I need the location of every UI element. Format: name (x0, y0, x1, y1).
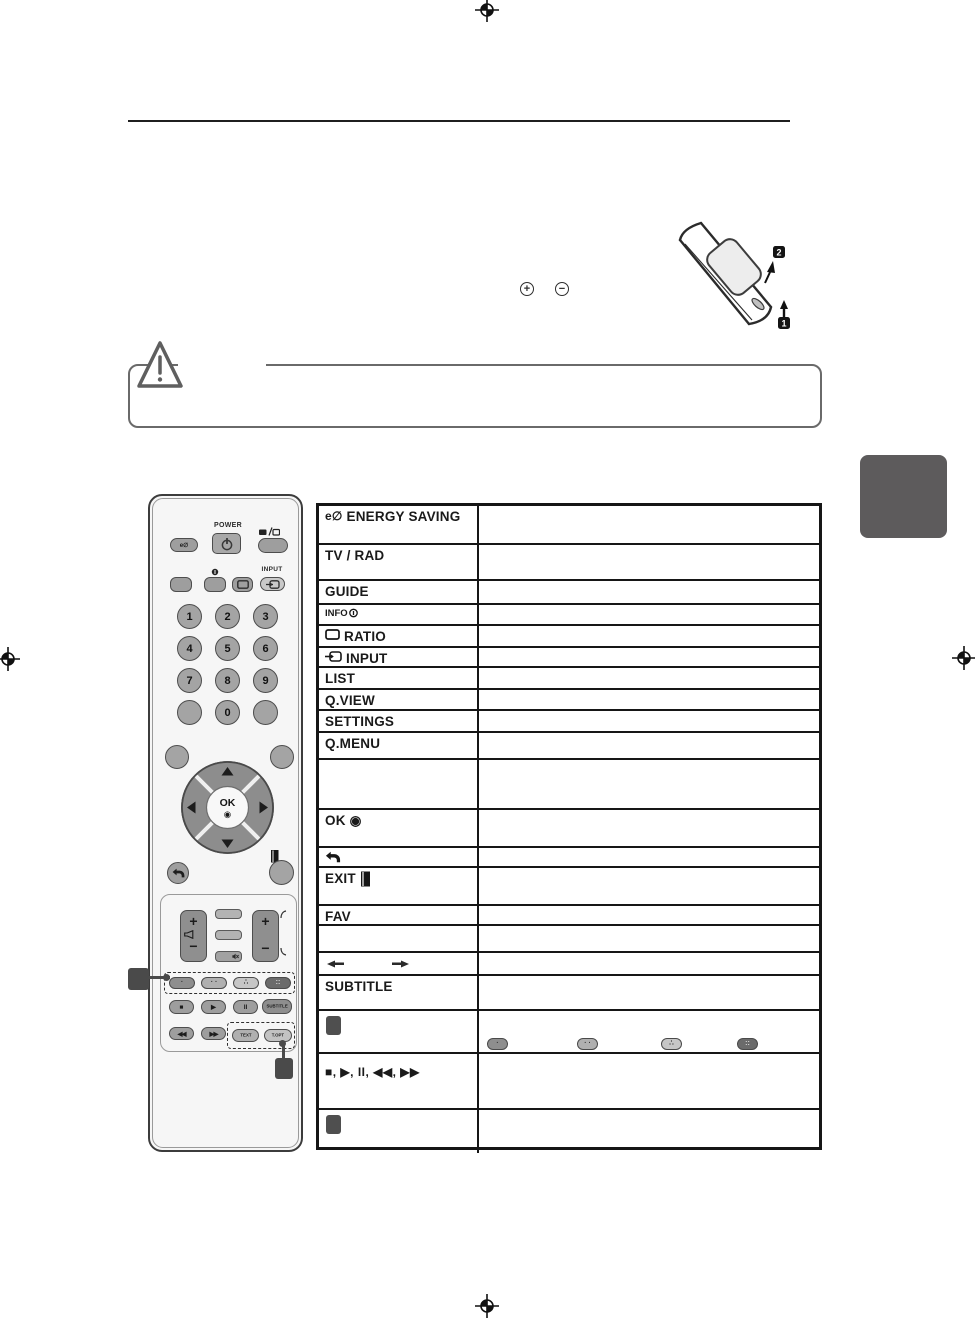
description-cell (479, 690, 819, 709)
rewind-button[interactable] (169, 1027, 194, 1040)
warning-triangle-icon (134, 338, 186, 394)
description-cell (479, 545, 819, 579)
digit-3-button[interactable]: 3 (253, 604, 278, 629)
info-circle-icon (349, 608, 358, 618)
table-row (319, 605, 819, 626)
description-cell (479, 506, 819, 543)
remote-control-illustration (148, 494, 303, 1152)
description-cell (479, 733, 819, 758)
ratio-icon (325, 629, 340, 640)
battery-plus-icon: + (520, 282, 534, 296)
tv-rad-icon (259, 527, 280, 536)
table-row (319, 848, 819, 868)
button-name-cell: INFO (319, 605, 479, 624)
description-cell (479, 1011, 819, 1052)
door-icon (360, 871, 371, 887)
mute-button[interactable] (215, 951, 242, 962)
tv-rad-button[interactable] (258, 538, 288, 553)
left-right-arrows-icon (327, 960, 417, 968)
callout-2-marker (326, 1115, 341, 1134)
yellow-button-image: ∴ (661, 1038, 682, 1050)
header-rule (128, 120, 790, 122)
registration-mark-top (475, 0, 499, 22)
table-row (319, 976, 819, 1011)
registration-mark-bottom (475, 1294, 499, 1318)
callout-2-line (282, 1045, 285, 1059)
program-down-label: − (261, 940, 270, 956)
caution-heading-gap (178, 360, 266, 370)
button-name-cell: INPUT (319, 648, 479, 666)
digit-1-button[interactable]: 1 (177, 604, 202, 629)
callout-1-dot (163, 974, 170, 981)
digit-4-button[interactable]: 4 (177, 636, 202, 661)
description-cell (479, 810, 819, 846)
input-label: INPUT (261, 566, 283, 573)
button-name-cell (319, 953, 479, 974)
home-button[interactable] (215, 909, 242, 919)
red-button[interactable]: · (169, 977, 195, 989)
volume-down-label: − (189, 938, 198, 954)
digit-5-button[interactable]: 5 (215, 636, 240, 661)
input-button[interactable] (260, 577, 285, 591)
button-name-cell: FAV (319, 906, 479, 924)
registration-mark-left (0, 647, 20, 671)
pause-icon: II (243, 1003, 248, 1011)
power-label: POWER (214, 522, 242, 529)
description-cell (479, 868, 819, 904)
digit-8-button[interactable]: 8 (215, 668, 240, 693)
button-description-table (316, 503, 822, 1150)
battery-step-1-label: 1 (781, 318, 787, 329)
table-row (319, 1011, 819, 1054)
exit-button[interactable] (269, 860, 294, 885)
page-up-mark-icon (280, 910, 287, 919)
digit-0-button[interactable]: 0 (215, 700, 240, 725)
ok-button-label: OK (219, 797, 236, 809)
description-cell (479, 668, 819, 688)
play-button[interactable] (201, 1000, 226, 1014)
rewind-icon: ◀◀ (177, 1030, 186, 1038)
button-name-cell (319, 848, 479, 866)
blue-button-image: :: (737, 1038, 758, 1050)
button-name-cell (319, 1110, 479, 1153)
volume-up-label: + (189, 913, 198, 929)
digit-7-button[interactable]: 7 (177, 668, 202, 693)
red-button-image: · (487, 1038, 508, 1050)
power-icon (220, 537, 234, 551)
description-cell (479, 906, 819, 924)
table-row (319, 868, 819, 906)
button-name-cell: Q.MENU (319, 733, 479, 758)
back-button[interactable] (167, 862, 189, 884)
callout-1-marker (128, 968, 149, 990)
stop-icon: ■ (179, 1003, 184, 1011)
subtitle-button-label: SUBTITLE (266, 1004, 288, 1009)
list-button[interactable] (177, 700, 202, 725)
button-name-cell (319, 926, 479, 951)
button-name-cell: TV / RAD (319, 545, 479, 579)
q-view-button[interactable] (253, 700, 278, 725)
table-row (319, 733, 819, 760)
subtitle-button[interactable] (262, 999, 292, 1014)
table-row (319, 626, 819, 648)
table-row (319, 668, 819, 690)
audio-button[interactable] (215, 930, 242, 940)
t-opt-button[interactable] (264, 1029, 292, 1042)
table-row (319, 760, 819, 810)
digit-9-button[interactable]: 9 (253, 668, 278, 693)
input-arrow-icon (325, 651, 342, 662)
digit-6-button[interactable]: 6 (253, 636, 278, 661)
info-button[interactable] (204, 577, 226, 592)
description-cell (479, 953, 819, 974)
forward-button[interactable] (201, 1027, 226, 1040)
table-row (319, 690, 819, 711)
green-button[interactable]: · · (201, 977, 227, 989)
button-name-cell: SUBTITLE (319, 976, 479, 1009)
info-icon (211, 568, 219, 576)
input-arrow-icon (266, 580, 280, 589)
button-name-cell: SETTINGS (319, 711, 479, 731)
text-button-label: TEXT (239, 1033, 252, 1038)
description-cell (479, 605, 819, 624)
caution-box (128, 364, 822, 428)
button-name-cell: OK ◉ (319, 810, 479, 846)
volume-rocker[interactable] (180, 910, 207, 962)
blue-button[interactable]: :: (265, 977, 291, 989)
table-row (319, 506, 819, 545)
battery-step-2-label: 2 (776, 247, 782, 258)
back-arrow-icon (325, 851, 341, 863)
energy-saving-button[interactable] (170, 538, 198, 552)
table-row (319, 1110, 819, 1153)
table-row (319, 906, 819, 926)
program-rocker[interactable] (252, 910, 279, 962)
guide-button[interactable] (170, 577, 192, 592)
play-icon: ▶ (211, 1004, 216, 1011)
button-name-cell (319, 1011, 479, 1052)
navigation-dpad[interactable] (180, 760, 275, 855)
table-row (319, 711, 819, 733)
chapter-side-tab (860, 455, 947, 538)
stop-button[interactable] (169, 1000, 194, 1014)
description-cell (479, 926, 819, 951)
button-name-cell: Q.VIEW (319, 690, 479, 709)
registration-mark-right (952, 646, 975, 670)
callout-2-marker (275, 1058, 293, 1079)
button-name-cell: ■, ▶, II, ◀◀, ▶▶ (319, 1054, 479, 1108)
description-cell (479, 976, 819, 1009)
table-row (319, 953, 819, 976)
description-cell (479, 1110, 819, 1153)
button-name-cell: LIST (319, 668, 479, 688)
table-row (319, 581, 819, 605)
description-cell (479, 1054, 819, 1108)
description-cell (479, 648, 819, 666)
callout-1-marker (326, 1016, 341, 1035)
back-arrow-icon (172, 868, 185, 878)
table-row (319, 545, 819, 581)
description-cell (479, 581, 819, 603)
eco-icon: e∅ (325, 509, 343, 523)
ratio-button[interactable] (232, 577, 253, 592)
table-row (319, 926, 819, 953)
page-down-mark-icon (280, 947, 287, 956)
ratio-icon (237, 580, 249, 589)
description-cell (479, 848, 819, 866)
button-name-cell: RATIO (319, 626, 479, 646)
battery-cover-illustration (672, 220, 804, 334)
button-name-cell: EXIT (319, 868, 479, 904)
table-row (319, 1054, 819, 1110)
description-cell (479, 760, 819, 808)
forward-icon: ▶▶ (209, 1030, 218, 1038)
green-button-image: · · (577, 1038, 598, 1050)
mute-icon (232, 953, 239, 960)
battery-minus-icon: − (555, 282, 569, 296)
digit-2-button[interactable]: 2 (215, 604, 240, 629)
yellow-button[interactable]: ∴ (233, 977, 259, 989)
power-button[interactable] (212, 533, 241, 554)
ok-button-icon: ◉ (223, 809, 232, 819)
description-cell (479, 626, 819, 646)
t-opt-button-label: T.OPT (271, 1033, 285, 1038)
table-row (319, 648, 819, 668)
description-cell (479, 711, 819, 731)
table-row (319, 810, 819, 848)
text-button[interactable] (232, 1029, 259, 1042)
program-up-label: + (261, 913, 270, 929)
button-name-cell: e∅ ENERGY SAVING (319, 506, 479, 543)
eco-icon: e∅ (179, 541, 189, 549)
button-name-cell (319, 760, 479, 808)
pause-button[interactable] (233, 1000, 258, 1014)
button-name-cell: GUIDE (319, 581, 479, 603)
